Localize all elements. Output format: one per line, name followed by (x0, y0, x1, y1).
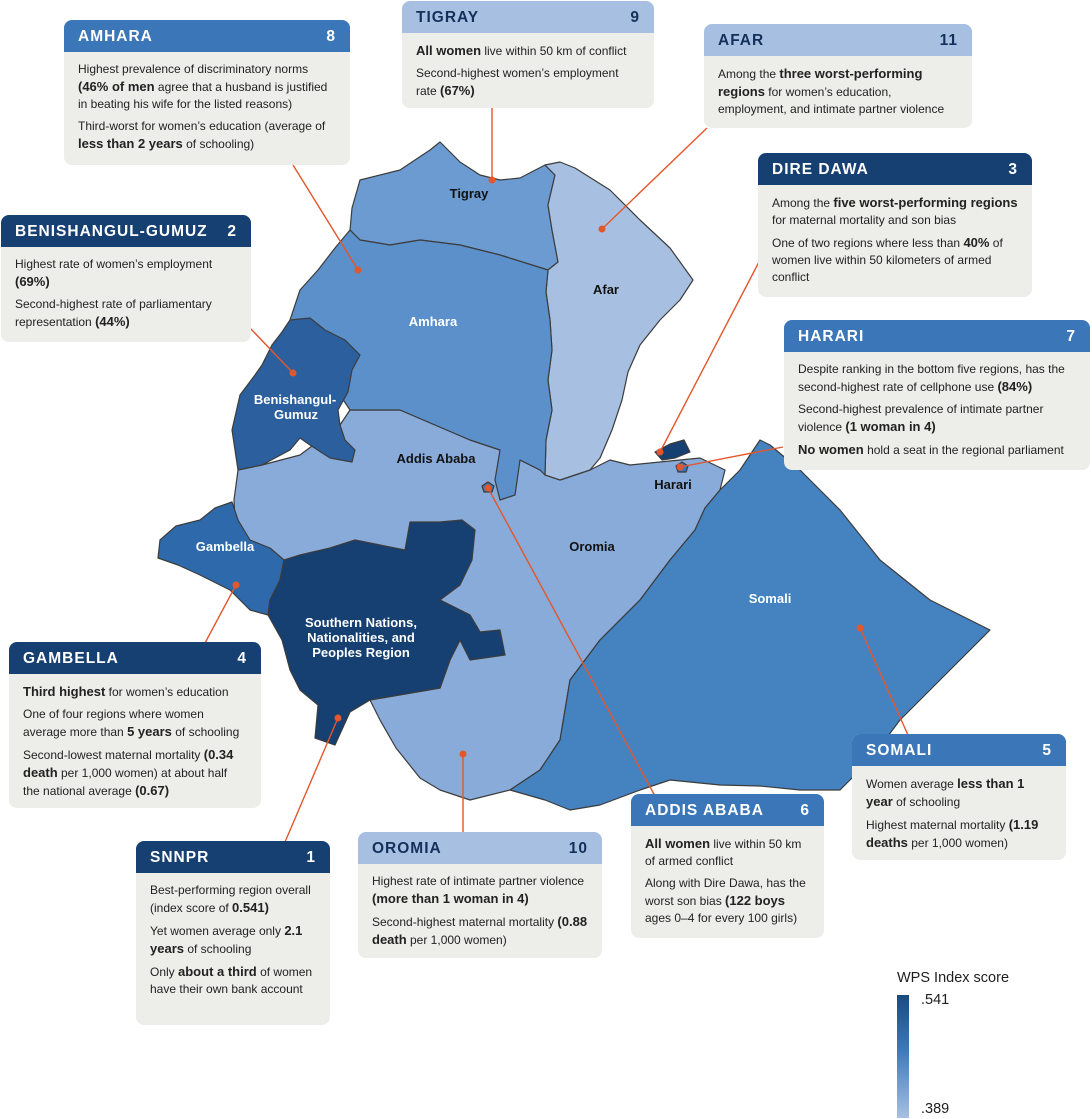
card-somali (852, 734, 1066, 860)
label-tigray: Tigray (449, 186, 489, 201)
card-tigray-body (402, 33, 654, 108)
card-oromia-rank: 10 (568, 839, 588, 857)
label-snnpr-3: Peoples Region (312, 645, 410, 660)
card-addis-ababa-header (631, 794, 824, 826)
card-amhara-name: AMHARA (78, 27, 153, 45)
card-gambella-header (9, 642, 261, 674)
legend-title: WPS Index score (897, 970, 1010, 986)
card-harari-header (784, 320, 1090, 352)
card-snnpr-fact-2: Yet women average only 2.1 years of schooling (150, 923, 303, 956)
card-snnpr-name: SNNPR (150, 848, 210, 866)
label-oromia: Oromia (569, 539, 615, 554)
card-dire-dawa-name: DIRE DAWA (772, 160, 869, 178)
card-benishangul-gumuz-rank: 2 (227, 222, 237, 240)
card-afar-fact-1: Among the three worst-performing regions for women’s education, employment, and intimate partner violence (718, 66, 945, 116)
label-dire-dawa-2: Dawa (617, 439, 651, 454)
card-oromia-fact-2: Second-highest maternal mortality (0.88 death per 1,000 women) (372, 914, 588, 947)
card-oromia-header (358, 832, 602, 864)
card-tigray-fact-1: All women live within 50 km of conflict (416, 43, 627, 58)
card-addis-ababa-name: ADDIS ABABA (645, 801, 764, 819)
card-amhara-rank: 8 (326, 27, 336, 45)
card-amhara-fact-1: Highest prevalence of discriminatory norms (46% of men agree that a husband is justified in beating his wife for the listed reasons) (78, 62, 328, 111)
label-amhara: Amhara (408, 314, 458, 329)
card-dire-dawa-fact-1: Among the five worst-performing regions for maternal mortality and son bias (772, 195, 1018, 227)
legend-max-value: .541 (921, 992, 950, 1008)
card-snnpr-header (136, 841, 330, 873)
card-harari-body (784, 352, 1090, 469)
label-benishangul-1: Benishangul- (253, 392, 337, 407)
card-addis-ababa-body (631, 826, 824, 937)
card-tigray-fact-2: Second-highest women’s employment rate (67%) (416, 66, 619, 98)
label-snnpr-2: Nationalities, and (307, 630, 415, 645)
card-amhara-fact-2: Third-worst for women’s education (average of less than 2 years of schooling) (78, 119, 326, 151)
card-tigray (402, 1, 654, 108)
card-dire-dawa (758, 153, 1032, 297)
label-somali: Somali (748, 591, 792, 606)
card-benishangul-gumuz-name: BENISHANGUL-GUMUZ (15, 222, 208, 240)
card-benishangul-gumuz (1, 215, 251, 342)
card-snnpr-fact-1: Best-performing region overall (index score of 0.541) (150, 883, 311, 915)
card-tigray-header (402, 1, 654, 33)
wps-index-legend (897, 968, 1077, 1118)
card-gambella-fact-2: One of four regions where women average more than 5 years of schooling (23, 707, 240, 739)
card-snnpr-fact-3: Only about a third of women have their own bank account (150, 964, 313, 996)
card-amhara (64, 20, 350, 165)
card-addis-ababa (631, 794, 824, 938)
card-harari-fact-1: Despite ranking in the bottom five regions, has the second-highest rate of cellphone use (84%) (798, 362, 1065, 394)
card-harari-fact-2: Second-highest prevalence of intimate partner violence (1 woman in 4) (798, 402, 1044, 434)
card-somali-fact-1: Women average less than 1 year of schooling (866, 776, 1025, 809)
card-benishangul-gumuz-fact-2: Second-highest rate of parliamentary representation (44%) (15, 297, 212, 329)
card-addis-ababa-fact-2: Along with Dire Dawa, has the worst son bias (122 boys ages 0–4 for every 100 girls) (645, 876, 806, 925)
legend-color-ramp (897, 995, 909, 1118)
label-addis-ababa: Addis Ababa (396, 451, 476, 466)
card-amhara-body (64, 52, 350, 163)
card-gambella-name: GAMBELLA (23, 649, 119, 667)
card-oromia-fact-1: Highest rate of intimate partner violence (more than 1 woman in 4) (372, 874, 585, 906)
card-snnpr (136, 841, 330, 1025)
card-dire-dawa-body (758, 185, 1032, 296)
card-gambella-body (9, 674, 261, 808)
label-benishangul-2: Gumuz (273, 407, 319, 422)
card-dire-dawa-fact-2: One of two regions where less than 40% of women live within 50 kilometers of armed conflict (772, 235, 1003, 284)
card-afar (704, 24, 972, 128)
card-harari (784, 320, 1090, 470)
card-tigray-name: TIGRAY (416, 8, 480, 26)
card-oromia-body (358, 864, 602, 958)
card-somali-body (852, 766, 1066, 860)
card-harari-name: HARARI (798, 327, 865, 345)
label-gambella: Gambella (195, 539, 255, 554)
card-afar-body (704, 56, 972, 128)
card-oromia-name: OROMIA (372, 839, 442, 857)
card-dire-dawa-header (758, 153, 1032, 185)
card-somali-name: SOMALI (866, 741, 933, 759)
card-afar-name: AFAR (718, 31, 765, 49)
card-snnpr-body (136, 873, 330, 1008)
card-addis-ababa-fact-1: All women live within 50 km of armed conflict (645, 836, 802, 868)
label-afar: Afar (592, 282, 620, 297)
card-gambella (9, 642, 261, 808)
card-tigray-rank: 9 (630, 8, 640, 26)
card-snnpr-rank: 1 (306, 848, 316, 866)
card-somali-rank: 5 (1042, 741, 1052, 759)
card-afar-rank: 11 (939, 31, 958, 49)
label-snnpr-1: Southern Nations, (305, 615, 417, 630)
card-benishangul-gumuz-fact-1: Highest rate of women’s employment (69%) (15, 257, 213, 289)
label-harari: Harari (654, 477, 692, 492)
card-benishangul-gumuz-header (1, 215, 251, 247)
card-harari-fact-3: No women hold a seat in the regional parliament (798, 442, 1064, 457)
card-oromia (358, 832, 602, 958)
card-harari-rank: 7 (1066, 327, 1076, 345)
card-somali-header (852, 734, 1066, 766)
card-somali-fact-2: Highest maternal mortality (1.19 deaths per 1,000 women) (866, 817, 1039, 850)
card-amhara-header (64, 20, 350, 52)
card-dire-dawa-rank: 3 (1008, 160, 1018, 178)
card-addis-ababa-rank: 6 (800, 801, 810, 819)
card-afar-header (704, 24, 972, 56)
legend-min-value: .389 (921, 1101, 950, 1117)
card-gambella-rank: 4 (237, 649, 247, 667)
card-gambella-fact-3: Second-lowest maternal mortality (0.34 death per 1,000 women) at about half the national average (0.67) (23, 747, 234, 798)
card-benishangul-gumuz-body (1, 247, 251, 341)
label-dire-dawa-1: Dire (625, 424, 651, 439)
card-gambella-fact-1: Third highest for women’s education (23, 684, 229, 699)
